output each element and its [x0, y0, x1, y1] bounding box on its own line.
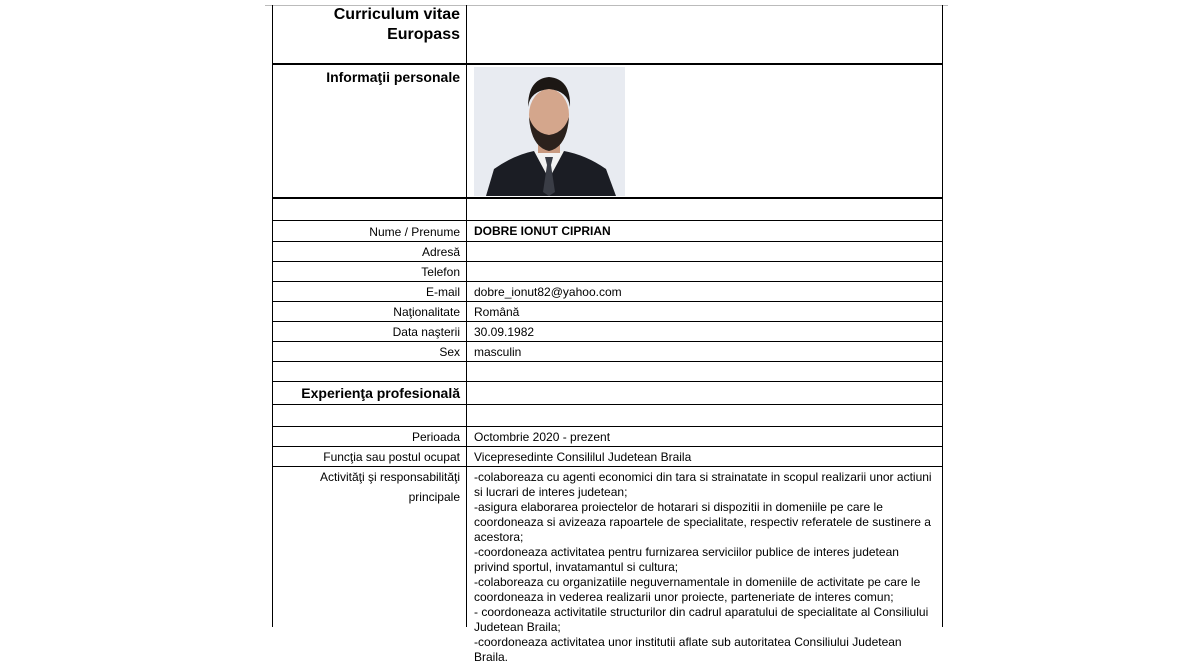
cv-title-value: [467, 5, 942, 63]
field-row-sex: [272, 342, 943, 362]
position-label: Funcţia sau postul ocupat: [273, 447, 467, 466]
period-label: Perioada: [273, 427, 467, 446]
field-row-nationality: [272, 302, 943, 322]
field-label: Nume / Prenume: [273, 221, 467, 241]
field-row-email: [272, 282, 943, 302]
spacer-label: [273, 362, 467, 381]
cv-title-line2: Europass: [387, 26, 460, 43]
activity-item: -coordoneaza activitatea unor institutii aflate sub autoritatea Consiliului Judetean Braila.: [474, 635, 902, 664]
spacer-row: [272, 405, 943, 427]
field-row-birthdate: [272, 322, 943, 342]
activities-label: Activităţi şi responsabilităţi principale: [273, 467, 467, 627]
experience-position-row: [272, 447, 943, 467]
field-value-email: dobre_ionut82@yahoo.com: [474, 285, 622, 299]
personal-section-heading: [273, 65, 467, 197]
spacer-row: [272, 198, 943, 221]
spacer-value: [467, 199, 942, 220]
experience-section-heading: Experienţa profesională: [273, 382, 467, 404]
field-label: Naţionalitate: [273, 302, 467, 321]
cv-title-row: [272, 5, 943, 64]
experience-period-row: [272, 427, 943, 447]
experience-heading-value: [467, 382, 942, 404]
cv-title: [273, 5, 467, 63]
experience-activities-row: [272, 467, 943, 664]
personal-info-row: [272, 64, 943, 198]
activity-item: - coordoneaza activitatile structurilor din cadrul aparatului de specialitate al Consiliului Judetean Braila;: [474, 605, 929, 634]
spacer-row: [272, 362, 943, 382]
activities-list: [467, 467, 942, 664]
field-label: Sex: [273, 342, 467, 361]
field-value-address: [467, 242, 942, 261]
position-value: Vicepresedinte Consililul Judetean Braila: [474, 450, 692, 464]
field-label: Adresă: [273, 242, 467, 261]
spacer-value: [467, 362, 942, 381]
activity-item: -colaboreaza cu agenti economici din tara si strainatate in scopul realizarii unor actiuni si lucrari de interes judetean;: [474, 470, 932, 499]
field-row-phone: [272, 262, 943, 282]
field-label: Data naşterii: [273, 322, 467, 341]
person-portrait-icon: [474, 67, 625, 196]
field-value-nationality: Română: [474, 305, 520, 319]
profile-photo: [474, 67, 625, 196]
activity-item: -asigura elaborarea proiectelor de hotarari si dispozitii in domeniile pe care le coordoneaza si avizeaza rapoartele de specialitate, respectiv referatele de sustinere a acestora;: [474, 500, 931, 544]
field-row-name: [272, 221, 943, 242]
spacer-value: [467, 405, 942, 426]
cv-title-line1: Curriculum vitae: [333, 6, 460, 23]
spacer-label: [273, 405, 467, 426]
field-row-address: [272, 242, 943, 262]
spacer-label: [273, 199, 467, 220]
experience-heading-row: [272, 382, 943, 405]
period-value: Octombrie 2020 - prezent: [474, 430, 611, 444]
field-value-name: DOBRE IONUT CIPRIAN: [474, 224, 611, 238]
personal-section-label: Informaţii personale: [326, 69, 460, 85]
field-value-sex: masculin: [474, 345, 522, 359]
field-label: Telefon: [273, 262, 467, 281]
field-value-phone: [467, 262, 942, 281]
activity-item: -coordoneaza activitatea pentru furnizarea serviciilor publice de interes judetean privind sportul, invatamantul si cultura;: [474, 545, 899, 574]
field-label: E-mail: [273, 282, 467, 301]
activity-item: -colaboreaza cu organizatiile neguvernamentale in domeniile de activitate pe care le coordoneaza in vederea realizarii unor proiecte, parteneriate de interes comun;: [474, 575, 921, 604]
field-value-birthdate: 30.09.1982: [474, 325, 535, 339]
